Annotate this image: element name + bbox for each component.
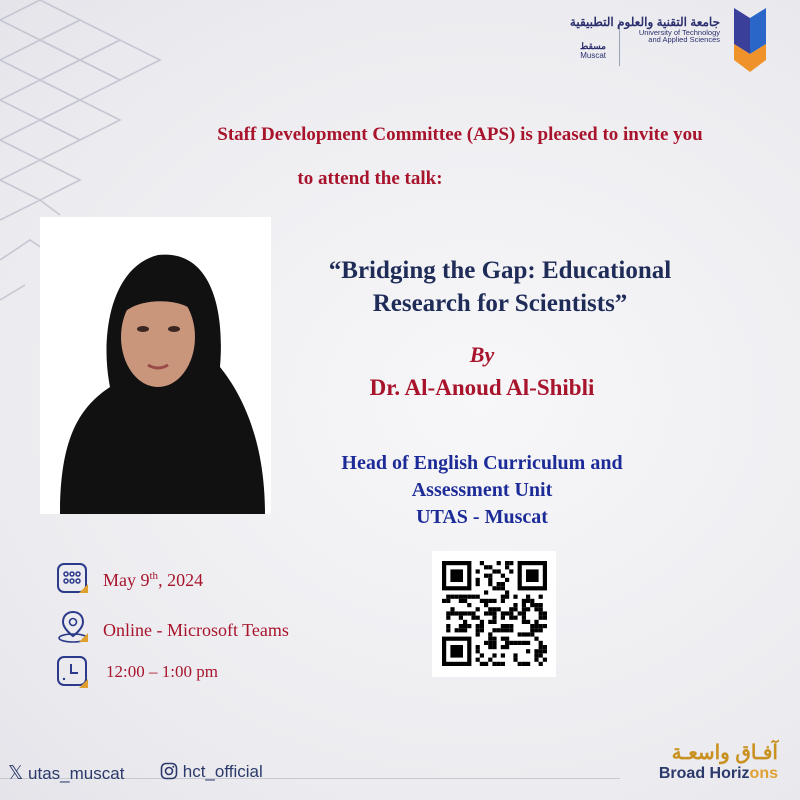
by-label: By — [469, 342, 495, 367]
date-day: May 9 — [103, 570, 150, 590]
university-logo — [512, 4, 772, 76]
university-name-en-1: University of Technology — [638, 27, 720, 37]
talk-title-line-1: “Bridging the Gap: Educational — [328, 257, 672, 284]
utas-logo-icon — [728, 4, 772, 76]
university-name-ar: جامعة التقنية والعلوم التطبيقية — [569, 15, 720, 29]
brand-ar: آفـاق واسعـة — [671, 742, 778, 764]
speaker-name: Dr. Al-Anoud Al-Shibli — [369, 375, 595, 400]
campus-label — [580, 42, 606, 61]
date-suffix: th — [149, 570, 159, 582]
calendar-icon — [55, 560, 91, 596]
university-name-en-2: and Applied Sciences — [648, 35, 720, 45]
twitter-handle-text: utas_muscat — [28, 764, 125, 783]
twitter-handle[interactable] — [8, 762, 124, 785]
broad-horizons-logo — [659, 740, 778, 783]
instagram-icon — [160, 762, 178, 780]
location-pin-icon — [55, 608, 91, 644]
brand-en — [659, 765, 778, 783]
x-twitter-icon: 𝕏 — [8, 763, 24, 784]
speaker-role-line-2: Assessment Unit — [411, 479, 553, 501]
campus-ar: مسقط — [580, 41, 606, 51]
speaker-photo — [40, 217, 271, 514]
instagram-handle-text: hct_official — [182, 762, 263, 781]
brand-en-main: Broad Horiz — [658, 765, 750, 782]
instagram-handle[interactable] — [160, 762, 263, 782]
event-location: Online - Microsoft Teams — [103, 620, 289, 640]
clock-icon — [55, 654, 91, 690]
event-time: 12:00 – 1:00 pm — [106, 662, 218, 681]
qr-code[interactable] — [432, 551, 556, 677]
brand-en-accent: ons — [749, 765, 778, 782]
event-date — [103, 570, 203, 591]
talk-title — [270, 254, 730, 320]
speaker-role-line-1: Head of English Curriculum and — [341, 452, 623, 474]
invite-line-1: Staff Development Committee (APS) is pleased to invite you — [217, 124, 703, 145]
date-year: , 2024 — [158, 570, 204, 590]
talk-title-line-2: Research for Scientists” — [372, 290, 628, 317]
campus-en: Muscat — [580, 50, 606, 60]
invite-line-2: to attend the talk: — [297, 168, 443, 189]
speaker-role-line-3: UTAS - Muscat — [416, 506, 548, 528]
university-name — [570, 16, 720, 44]
